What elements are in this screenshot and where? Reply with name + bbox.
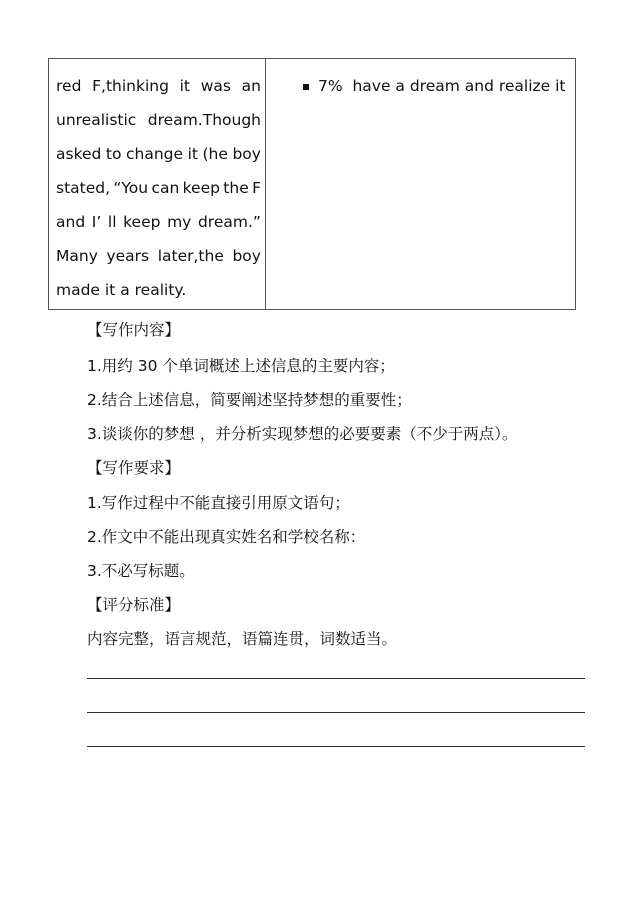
passage-word: ll: [107, 213, 117, 231]
passage-word: it: [179, 77, 191, 95]
answer-line-3[interactable]: [87, 746, 585, 747]
table-column-divider: [265, 59, 266, 309]
passage-word: can: [151, 179, 180, 197]
passage-word: (he: [202, 145, 228, 163]
scoring-heading: 【评分标准】: [87, 596, 181, 614]
content-item-2: 2.结合上述信息，简要阐述坚持梦想的重要性；: [87, 391, 412, 409]
passage-word: dream.”: [197, 213, 261, 231]
passage-word: unrealistic: [56, 111, 137, 129]
scoring-text: 内容完整，语言规范，语篇连贯，词数适当。: [87, 630, 398, 648]
passage-line: [56, 69, 261, 103]
passage-word: boy: [232, 145, 261, 163]
passage-line: [56, 205, 261, 239]
content-heading: 【写作内容】: [87, 321, 181, 339]
passage-word: F: [252, 179, 261, 197]
statistic-text: 7% have a dream and realize it: [318, 77, 566, 95]
passage-word: change: [126, 145, 184, 163]
answer-line-1[interactable]: [87, 678, 585, 679]
passage-line: [56, 239, 261, 273]
passage-word: years: [106, 247, 150, 265]
passage-word: Many: [56, 247, 98, 265]
content-item-3: 3.谈谈你的梦想 ，并分析实现梦想的必要要素（不少于两点）。: [87, 425, 518, 443]
answer-line-2[interactable]: [87, 712, 585, 713]
requirements-item-3: 3.不必写标题。: [87, 562, 195, 580]
square-bullet-icon: [303, 84, 309, 90]
passage-table: [48, 58, 576, 310]
passage-word: an: [241, 77, 261, 95]
passage-word: red: [56, 77, 82, 95]
passage-word: asked: [56, 145, 102, 163]
table-left-cell: [56, 69, 261, 307]
passage-word: was: [200, 77, 231, 95]
passage-line: [56, 103, 261, 137]
passage-word: keep: [182, 179, 220, 197]
passage-word: stated,: [56, 179, 111, 197]
passage-word: dream.Though: [147, 111, 261, 129]
requirements-heading: 【写作要求】: [87, 459, 181, 477]
passage-word: the: [223, 179, 249, 197]
passage-line: [56, 171, 261, 205]
content-item-1: 1.用约 30 个单词概述上述信息的主要内容；: [87, 357, 395, 375]
passage-word: to: [105, 145, 122, 163]
requirements-item-1: 1.写作过程中不能直接引用原文语句；: [87, 494, 350, 512]
passage-word: keep: [123, 213, 161, 231]
passage-word: it: [187, 145, 198, 163]
passage-word: F,thinking: [92, 77, 169, 95]
passage-word: later,the: [157, 247, 224, 265]
passage-word: my: [167, 213, 192, 231]
passage-line: made it a reality.: [56, 281, 187, 299]
requirements-item-2: 2.作文中不能出现真实姓名和学校名称：: [87, 528, 366, 546]
table-right-cell: [303, 69, 566, 103]
passage-word: and: [56, 213, 86, 231]
passage-word: I’: [91, 213, 102, 231]
passage-line: [56, 137, 261, 171]
passage-word: boy: [232, 247, 261, 265]
passage-word: “You: [113, 179, 149, 197]
